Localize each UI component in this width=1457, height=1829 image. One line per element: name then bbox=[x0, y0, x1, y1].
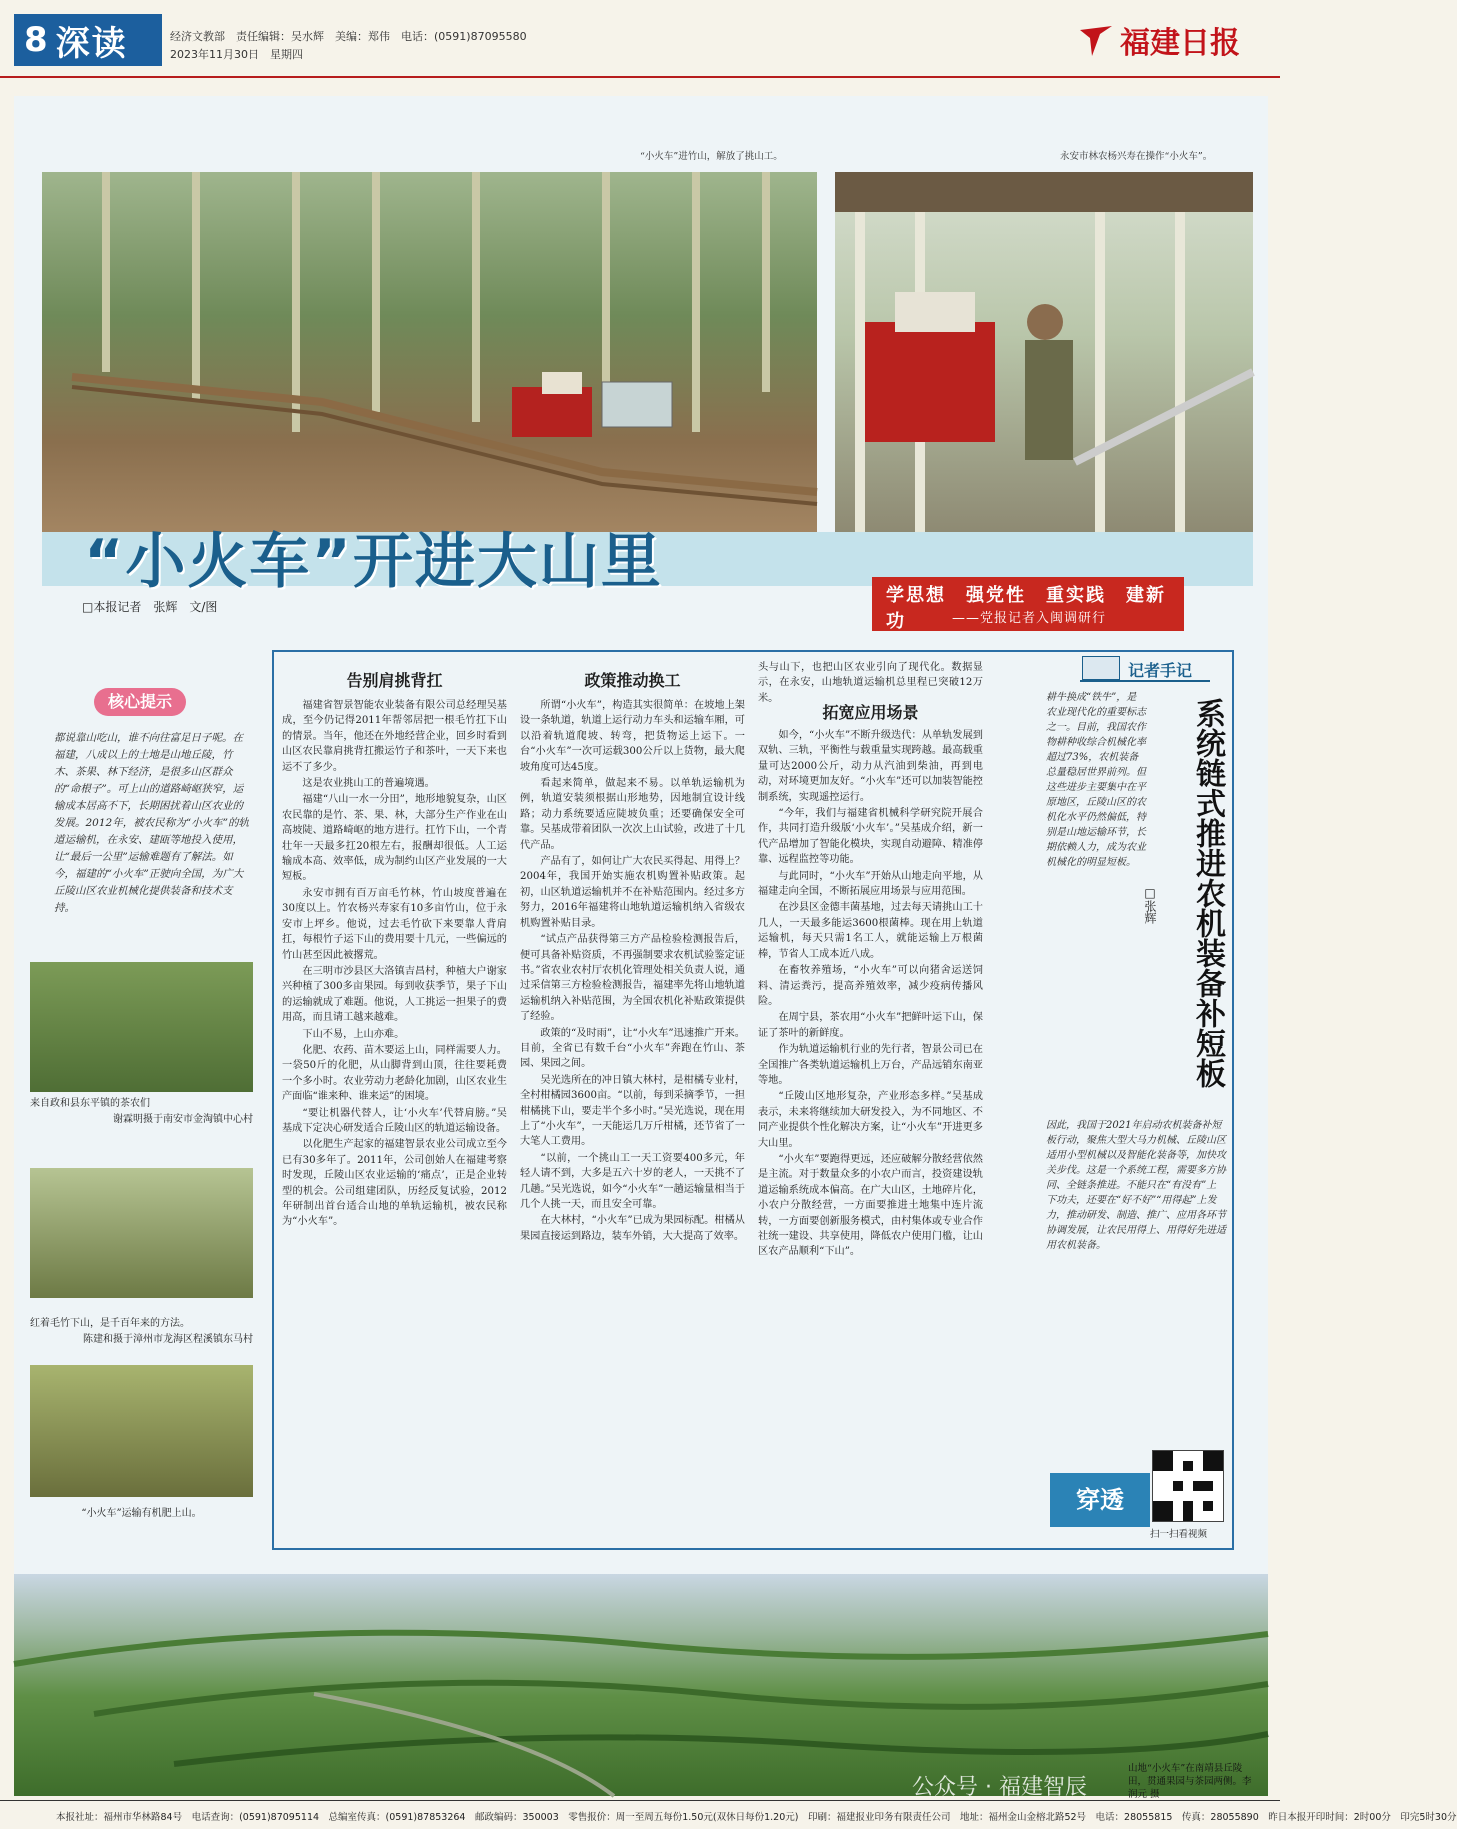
core-summary-text: 都说靠山吃山，谁不向往富足日子呢。在福建，八成以上的土地是山地丘陵，竹木、茶果、林下经济，是很多山区群众的“命根子”。可上山的道路崎岖狭窄，运输成本居高不下，长期困扰着山区农业的发展。2012年，被农民称为“小火车”的轨道运输机，在永安、建瓯等地投入使用，让“最后一公里”运输难题有了解法。如今，福建的“小火车”正驶向全国，为广大丘陵山区农业机械化提供装备和技术支持。 bbox=[54, 732, 249, 914]
campaign-slogan-box bbox=[872, 577, 1184, 631]
publication-date: 2023年11月30日 星期四 bbox=[170, 48, 303, 61]
bottom-photo-caption: 山地“小火车”在南靖县丘陵田，贯通果园与茶园两侧。李润元 摄 bbox=[1128, 1763, 1252, 1800]
commentary-text-lower: 因此，我国于2021年启动农机装备补短板行动，聚焦大型大马力机械、丘陵山区适用小型机械以及智能化装备等，加快攻关步伐。这是一个系统工程，需要多方协同、全链条推进。不能只在“有没有”上下功夫，还要在“好不好”“用得起”上发力，推动研发、制造、推广、应用各环节协调发展，让农民用得上、用得好先进适用农机装备。 bbox=[1046, 1120, 1226, 1251]
fertilizer-transport-photo bbox=[30, 1365, 253, 1497]
rail-track-icon bbox=[42, 172, 817, 532]
newspaper-brand: 福建日报 bbox=[1120, 26, 1240, 61]
side-photo-caption: 永安市林农杨兴寿在操作“小火车”。 bbox=[1060, 151, 1213, 162]
paragraph: 永安市拥有百万亩毛竹林，竹山坡度普遍在30度以上。竹农杨兴寿家有10多亩竹山，位于永安市上坪乡。他说，过去毛竹砍下来要靠人背肩扛，每根竹子运下山的费用要十几元，一些偏远的竹山甚至因此被撂荒。 bbox=[282, 887, 507, 961]
terrace-lines-icon bbox=[14, 1574, 1268, 1796]
paragraph: 与此同时，“小火车”开始从山地走向平地，从福建走向全国，不断拓展应用场景与应用范围。 bbox=[758, 870, 983, 898]
column3-body bbox=[758, 728, 983, 1534]
imprint-footer: 本报社址：福州市华林路84号 电话查询：(0591)87095114 总编室传真：(0591)87853264 邮政编码：350003 零售报价：周一至周五每份1.50元(双休日每份1.20元) 印刷：福建报业印务有限责任公司 地址：福州金山金榕北路52号 电话：28055815 传真：28055890 昨日本报开印时间：2时00分 印完5时30分 bbox=[0, 1800, 1280, 1829]
paragraph: 所谓“小火车”，构造其实很简单：在坡地上架设一条轨道，轨道上运行动力车头和运输车厢，可以沿着轨道爬坡、转弯，把货物运上运下。一台“小火车”一次可运载300公斤以上货物，最大爬坡角度可达45度。 bbox=[520, 700, 745, 773]
paragraph: 在沙县区金德丰菌基地，过去每天请挑山工十几人，一天最多能运3600根菌棒。现在用上轨道运输机，每天只需1名工人，就能运输上万根菌棒，节省人工成本近八成。 bbox=[758, 902, 983, 960]
page-section-badge bbox=[14, 14, 162, 66]
paragraph: 化肥、农药、苗木要运上山，同样需要人力。一袋50斤的化肥，从山脚背到山顶，往往要耗费一个多小时。农业劳动力老龄化加剧，山区农业生产面临“谁来种、谁来运”的困境。 bbox=[282, 1044, 507, 1103]
column3-lead bbox=[758, 660, 983, 704]
brand-logo-icon bbox=[1078, 24, 1114, 58]
headline: “小火车”开进大山里 bbox=[84, 527, 663, 597]
paragraph: 头与山下，也把山区农业引向了现代化。数据显示，在永安，山地轨道运输机总里程已突破12万米。 bbox=[758, 662, 983, 704]
photo1-credit: 谢霖明摄于南安市金淘镇中心村 bbox=[113, 1114, 253, 1125]
column3-heading: 拓宽应用场景 bbox=[822, 703, 919, 722]
paragraph: 这是农业挑山工的普遍境遇。 bbox=[302, 778, 435, 790]
slogan-main: 学思想 强党性 重实践 建新功 bbox=[886, 585, 1166, 632]
paragraph: 产品有了，如何让广大农民买得起、用得上？2004年，我国开始实施农机购置补贴政策。起初，山区轨道运输机并不在补贴范围内。经过多方努力，2016年福建将山地轨道运输机纳入省级农机购置补贴目录。 bbox=[520, 856, 745, 929]
paragraph: “丘陵山区地形复杂，产业形态多样。”吴基成表示，未来将继续加大研发投入，为不同地区、不同产业提供个性化解决方案，让“小火车”开进更多大山里。 bbox=[758, 1091, 983, 1149]
paragraph: “要让机器代替人，让‘小火车’代替肩膀。”吴基成下定决心研发适合丘陵山区的轨道运输设备。 bbox=[282, 1107, 507, 1134]
paragraph: “试点产品获得第三方产品检验检测报告后，便可具备补贴资质，不再强制要求农机试验鉴定证书。”省农业农村厅农机化管理处相关负责人说，通过采信第三方检验检测报告，福建率先将山地轨道运输机纳入补贴范围，为全国农机化补贴政策提供了经验。 bbox=[520, 934, 745, 1023]
paragraph: 福建省智景智能农业装备有限公司总经理吴基成，至今仍记得2011年帮邻居把一根毛竹扛下山的情景。当年，他还在外地经营企业，回乡时看到山区农民靠肩挑背扛搬运竹子和茶叶，一天下来也运不了多少。 bbox=[282, 700, 507, 773]
paragraph: 在畜牧养殖场，“小火车”可以向猪舍运送饲料、清运粪污，提高养殖效率，减少疫病传播风险。 bbox=[758, 965, 983, 1007]
slogan-sub: ——党报记者入闽调研行 bbox=[952, 611, 1107, 626]
column2-heading: 政策推动换工 bbox=[584, 671, 681, 690]
byline: □本报记者 张辉 文/图 bbox=[82, 600, 218, 614]
paragraph: 在周宁县，茶农用“小火车”把鲜叶运下山，保证了茶叶的新鲜度。 bbox=[758, 1012, 983, 1039]
editors-line: 经济文教部 责任编辑：吴水辉 美编：郑伟 电话：(0591)87095580 bbox=[170, 30, 527, 43]
commentary-title: 系统链式推进农机装备补短板 bbox=[1190, 698, 1225, 1088]
column2-body bbox=[520, 698, 745, 1534]
qr-code-icon[interactable] bbox=[1152, 1450, 1224, 1522]
main-photo-caption: “小火车”进竹山，解放了挑山工。 bbox=[640, 151, 783, 162]
tea-farmers-photo bbox=[30, 962, 253, 1092]
watermark: 公众号 · 福建智辰 bbox=[912, 1775, 1087, 1800]
paragraph: 在大林村，“小火车”已成为果园标配。柑橘从果园直接运到路边，装车外销，大大提高了效率。 bbox=[520, 1215, 745, 1242]
photo3-caption: “小火车”运输有机肥上山。 bbox=[81, 1508, 202, 1519]
paragraph: 下山不易，上山亦难。 bbox=[302, 1028, 405, 1040]
commentary-text-upper: 耕牛换成“铁牛”，是农业现代化的重要标志之一。目前，我国农作物耕种收综合机械化率超过73%，农机装备总量稳居世界前列。但这些进步主要集中在平原地区，丘陵山区的农机化水平仍然偏低，特别是山地运输环节，长期依赖人力，成为农业机械化的明显短板。 bbox=[1046, 692, 1146, 868]
core-summary-tag: 核心提示 bbox=[94, 688, 186, 716]
paragraph: 看起来简单，做起来不易。以单轨运输机为例，轨道安装须根据山形地势，因地制宜设计线路；动力系统要适应陡坡负重；还要确保安全可靠。吴基成带着团队一次次上山试验，改进了十几代产品。 bbox=[520, 778, 745, 851]
page-number: 8 bbox=[24, 20, 48, 60]
paragraph: “以前，一个挑山工一天工资要400多元，年轻人请不到，大多是五六十岁的老人，一天挑不了几趟。”吴光选说，如今“小火车”一趟运输量相当于几个人挑一天，而且安全可靠。 bbox=[520, 1152, 745, 1210]
notebook-icon bbox=[1082, 656, 1120, 680]
reporter-notes-label: 记者手记 bbox=[1128, 661, 1193, 680]
section-name: 深读 bbox=[55, 23, 128, 64]
qr-caption: 扫一扫看视频 bbox=[1150, 1529, 1208, 1540]
column1-body bbox=[282, 698, 507, 1534]
commentary-author: □张辉 bbox=[1143, 886, 1157, 924]
photo2-caption: 红着毛竹下山，是千百年来的方法。 bbox=[30, 1318, 190, 1329]
paragraph: 吴光选所在的冲日镇大林村，是柑橘专业村，全村柑橘园3600亩。“以前，每到采摘季节，一担柑橘挑下山，要走半个多小时。”吴光选说，现在用上了“小火车”，一天能运几万斤柑橘，还节省了一大笔人工费用。 bbox=[520, 1074, 745, 1148]
paragraph: 政策的“及时雨”，让“小火车”迅速推广开来。目前，全省已有数千台“小火车”奔跑在竹山、茶园、果园之间。 bbox=[520, 1027, 745, 1070]
farmer-operating-train-photo bbox=[835, 172, 1253, 532]
paragraph: 如今，“小火车”不断升级迭代：从单轨发展到双轨、三轨，平衡性与载重量实现跨越。最高载重量可达2000公斤，动力从汽油到柴油，再到电动，对环境更加友好。“小火车”还可以加装智能控制系统，实现遥控运行。 bbox=[758, 730, 983, 803]
carrying-bamboo-photo bbox=[30, 1168, 253, 1298]
paragraph: 以化肥生产起家的福建智景农业公司成立至今已有30多年了。2011年，公司创始人在福建考察时发现，丘陵山区农业运输的‘痛点’，正是企业转型的机会。公司组建团队，历经反复试验，2012年研制出首台适合山地的单轨运输机，被农民称为“小火车”。 bbox=[282, 1139, 507, 1228]
bamboo-forest-rail-photo bbox=[42, 172, 817, 532]
paragraph: “小火车”要跑得更远，还应破解分散经营依然是主流。对于数量众多的小农户而言，投资建设轨道运输系统成本偏高。在广大山区，土地碎片化，小农户分散经营，一方面要推进土地集中连片流转，一方面要创新服务模式，由村集体或专业合作社统一建设、共享使用，降低农户使用门槛，让山区农产品顺利“下山”。 bbox=[758, 1153, 983, 1258]
paragraph: 福建“八山一水一分田”，地形地貌复杂，山区农民靠的是竹、茶、果、林，大部分生产作业在山高坡陡、道路崎岖的地方进行。扛竹下山，一个青壮年一天最多扛20根左右，报酬却很低。人工运输成本高、效率低，成为制约山区产业发展的一大短板。 bbox=[282, 794, 507, 883]
penetrate-label: 穿透 bbox=[1050, 1473, 1150, 1527]
paragraph: “今年，我们与福建省机械科学研究院开展合作，共同打造升级版‘小火车’。”吴基成介绍，新一代产品增加了智能化模块，实现自动避障、精准停靠、远程监控等功能。 bbox=[758, 808, 983, 866]
paragraph: 在三明市沙县区大洛镇吉昌村，种植大户谢家兴种植了300多亩果园。每到收获季节，果子下山的运输就成了难题。他说，人工挑运一担果子的费用高，而且请工越来越难。 bbox=[282, 965, 507, 1024]
photo2-credit: 陈建和摄于漳州市龙海区程溪镇东马村 bbox=[83, 1334, 253, 1345]
terraced-hills-photo bbox=[14, 1574, 1268, 1796]
photo1-caption: 来自政和县东平镇的茶农们 bbox=[30, 1098, 150, 1109]
paragraph: 作为轨道运输机行业的先行者，智景公司已在全国推广各类轨道运输机上万台，产品远销东南亚等地。 bbox=[758, 1044, 983, 1086]
column1-heading: 告别肩挑背扛 bbox=[346, 671, 443, 690]
train-engine-icon bbox=[835, 172, 1253, 532]
